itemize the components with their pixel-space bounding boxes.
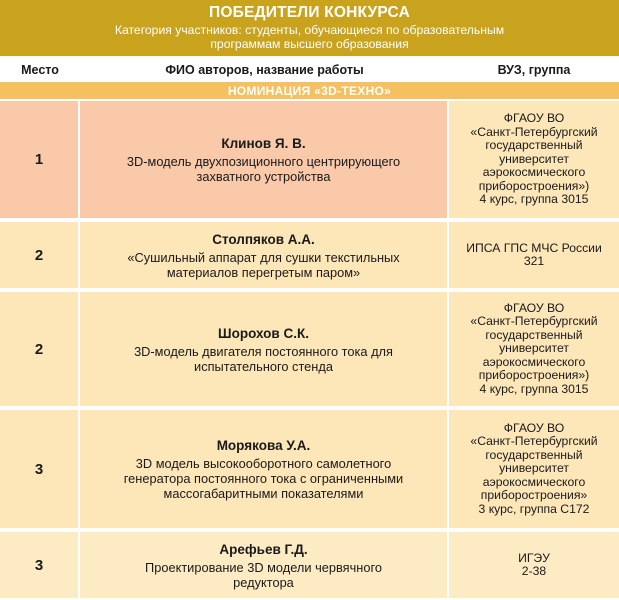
work-title-line: «Сушильный аппарат для сушки текстильных [127, 249, 400, 265]
author-name: Клинов Я. В. [221, 136, 306, 151]
column-header-name: ФИО авторов, название работы [165, 63, 364, 77]
name-cell [80, 292, 447, 406]
author-name: Арефьев Г.Д. [219, 541, 308, 557]
table-row [0, 101, 619, 218]
university-line: ИПСА ГПС МЧС России [466, 240, 602, 255]
header-banner [0, 0, 619, 56]
university-line: ФГАОУ ВО [503, 300, 565, 315]
table-row [0, 532, 619, 598]
place-number: 3 [34, 460, 44, 478]
work-title-line: редуктора [233, 574, 294, 590]
university-line: 2-38 [521, 564, 547, 578]
author-name: Столпяков А.А. [212, 231, 315, 247]
column-header-university: ВУЗ, группа [497, 63, 571, 77]
work-title-line: Проектирование 3D модели червячного [145, 559, 382, 575]
author-name: Морякова У.А. [216, 438, 311, 453]
university-line: государственный [485, 447, 583, 462]
university-line: ИГЭУ [518, 550, 550, 565]
name-cell [80, 410, 447, 528]
work-title-line: 3D модель высокооборотного самолетного [135, 456, 392, 471]
university-cell [449, 532, 619, 598]
name-cell [80, 222, 447, 288]
university-line: приборостроения» [480, 488, 588, 503]
university-line: 4 курс, группа 3015 [479, 381, 589, 396]
place-number: 1 [34, 151, 44, 168]
place-cell [0, 101, 78, 218]
table-row [0, 292, 619, 406]
table-row [0, 410, 619, 528]
name-cell [80, 532, 447, 598]
university-cell [449, 101, 619, 218]
table-row [0, 222, 619, 288]
university-line: 3 курс, группа С172 [478, 501, 590, 516]
university-line: университет [499, 461, 569, 476]
work-title-line: материалов перегретым паром» [166, 264, 361, 280]
university-line: государственный [485, 327, 583, 342]
university-line: «Санкт-Петербургский [470, 434, 598, 449]
column-header-place: Место [21, 63, 59, 77]
nomination-bar: НОМИНАЦИЯ «3D-ТЕХНО» [0, 82, 619, 99]
place-cell [0, 410, 78, 528]
university-line: университет [499, 341, 569, 356]
university-cell [449, 292, 619, 406]
place-number: 2 [34, 246, 44, 264]
place-number: 2 [34, 340, 44, 358]
university-line: аэрокосмического [482, 354, 586, 369]
university-cell [449, 222, 619, 288]
university-line: «Санкт-Петербургский [470, 314, 598, 329]
category-subtitle-line-2: программам высшего образования [210, 37, 409, 51]
university-cell [449, 410, 619, 528]
university-line: 321 [523, 254, 545, 268]
work-title-line: 3D-модель двухпозиционного центрирующего [126, 154, 401, 169]
work-title-line: генератора постоянного тока с ограниченными [123, 471, 404, 486]
university-line: аэрокосмического [482, 474, 586, 489]
name-cell [80, 101, 447, 218]
university-line: ФГАОУ ВО [503, 111, 565, 126]
university-line: университет [499, 151, 569, 166]
work-title-line: захватного устройства [196, 169, 331, 184]
university-line: «Санкт-Петербургский [470, 124, 598, 139]
university-line: государственный [485, 138, 583, 153]
place-number: 3 [34, 556, 44, 574]
place-cell [0, 532, 78, 598]
university-line: аэрокосмического [482, 165, 586, 180]
work-title-line: испытательного стенда [194, 358, 333, 374]
university-line: приборостроения») [478, 368, 590, 383]
work-title-line: 3D-модель двигателя постоянного тока для [134, 343, 393, 359]
work-title-line: массогабаритными показателями [163, 486, 364, 501]
page-title: ПОБЕДИТЕЛИ КОНКУРСА [209, 4, 410, 21]
place-cell [0, 292, 78, 406]
category-subtitle-line-1: Категория участников: студенты, обучающиеся по образовательным [114, 23, 505, 37]
university-line: ФГАОУ ВО [503, 420, 565, 435]
author-name: Шорохов С.К. [218, 325, 309, 341]
university-line: приборостроения») [478, 178, 590, 193]
university-line: 4 курс, группа 3015 [479, 192, 589, 207]
place-cell [0, 222, 78, 288]
